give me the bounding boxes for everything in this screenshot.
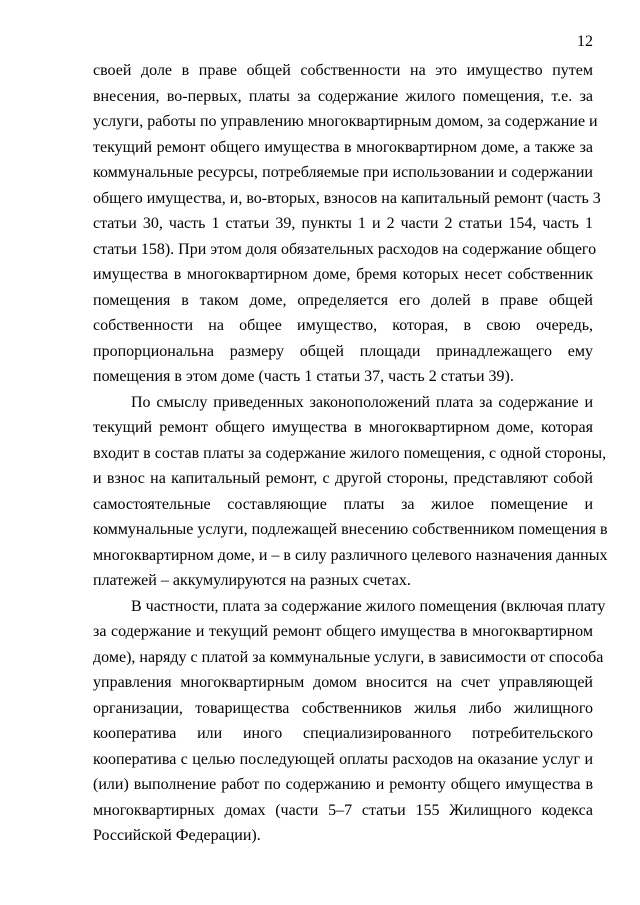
text-line: текущий ремонт общего имущества в многоквартирном доме, которая — [93, 419, 593, 436]
text-line: доме), наряду с платой за коммунальные услуги, в зависимости от способа — [93, 648, 604, 666]
paragraph — [93, 390, 608, 594]
paragraph — [93, 594, 606, 849]
text-line: Российской Федерации). — [93, 827, 261, 844]
text-line: По смыслу приведенных законоположений плата за содержание и — [131, 393, 593, 411]
text-line: входит в состав платы за содержание жилого помещения, с одной стороны, — [93, 444, 607, 462]
text-line: В частности, плата за содержание жилого помещения (включая плату — [131, 597, 606, 615]
text-line: статьи 158). При этом доля обязательных расходов на содержание общего — [93, 240, 597, 258]
text-line: внесения, во-первых, платы за содержание жилого помещения, т.е. за — [93, 87, 593, 105]
text-line: управления многоквартирным домом вносится на счет управляющей — [93, 674, 593, 691]
text-line: самостоятельные составляющие платы за жилое помещение и — [93, 495, 593, 513]
text-line: услуги, работы по управлению многоквартирным домом, за содержание и — [93, 113, 598, 130]
text-line: коммунальные ресурсы, потребляемые при использовании и содержании — [93, 164, 593, 181]
text-line: коммунальные услуги, подлежащей внесению собственником помещения в — [93, 521, 608, 538]
text-line: и взнос на капитальный ремонт, с другой стороны, представляют собой — [93, 470, 593, 487]
text-line: кооператива или иного специализированного потребительского — [93, 725, 593, 742]
text-line: статьи 30, часть 1 статьи 39, пункты 1 и 2 части 2 статьи 154, часть 1 — [93, 215, 593, 232]
text-line: (или) выполнение работ по содержанию и ремонту общего имущества в — [93, 776, 593, 793]
text-line: многоквартирных домах (части 5–7 статьи 155 Жилищного кодекса — [93, 801, 593, 819]
text-line: кооператива с целью последующей оплаты расходов на оказание услуг и — [93, 750, 593, 768]
text-line: собственности на общее имущество, которая, в свою очередь, — [93, 317, 593, 334]
text-line: многоквартирном доме, и – в силу различного целевого назначения данных — [93, 546, 608, 564]
paragraph — [93, 58, 601, 390]
document-body — [93, 58, 608, 849]
text-line: за содержание и текущий ремонт общего имущества в многоквартирном — [93, 623, 593, 640]
text-line: организации, товарищества собственников жилья либо жилищного — [93, 699, 593, 717]
text-line: текущий ремонт общего имущества в многоквартирном доме, а также за — [93, 138, 593, 156]
text-line: помещения в таком доме, определяется его долей в праве общей — [93, 291, 593, 309]
text-line: помещения в этом доме (часть 1 статьи 37, часть 2 статьи 39). — [93, 368, 514, 385]
text-line: платежей – аккумулируются на разных счетах. — [93, 572, 411, 589]
text-line: имущества в многоквартирном доме, бремя которых несет собственник — [93, 266, 593, 283]
text-line: пропорциональна размеру общей площади принадлежащего ему — [93, 342, 593, 360]
page-number: 12 — [577, 33, 593, 50]
text-line: общего имущества, и, во-вторых, взносов на капитальный ремонт (часть 3 — [93, 189, 601, 207]
text-line: своей доле в праве общей собственности на это имущество путем — [93, 62, 593, 79]
